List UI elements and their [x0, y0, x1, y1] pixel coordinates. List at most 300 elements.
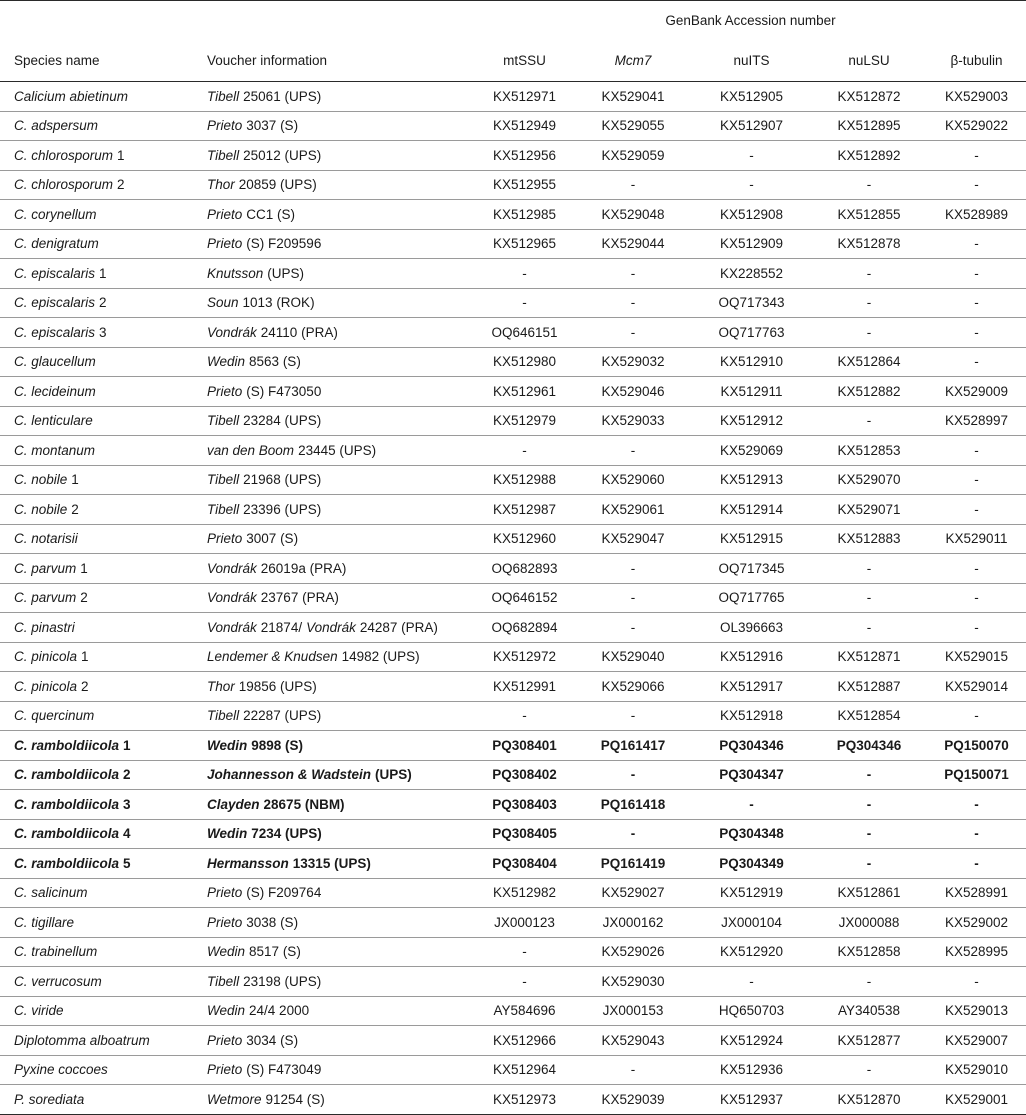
voucher-cell: [193, 377, 475, 407]
species-name-italic: C. ramboldiicola: [14, 855, 120, 871]
voucher-number: 7234 (UPS): [251, 826, 322, 842]
collector-name: Knutsson: [207, 265, 264, 281]
mtssu-cell: -: [522, 442, 527, 458]
voucher-cell: [193, 524, 475, 554]
voucher-cell: [193, 996, 475, 1026]
beta-tubulin-cell: KX529013: [944, 1003, 1009, 1019]
voucher-number: 23284 (UPS): [243, 413, 322, 429]
species-name-italic: C. salicinum: [14, 885, 88, 901]
voucher-number: (S) F209596: [246, 236, 322, 252]
mtssu-cell: OQ646152: [491, 590, 558, 606]
species-name-cell: [0, 465, 193, 495]
collector-name: Thor: [207, 177, 235, 193]
species-name-cell: [0, 406, 193, 436]
species-name-italic: C. ramboldiicola: [14, 737, 120, 753]
collector-name: Vondrák: [207, 619, 257, 635]
nulsu-cell: AY340538: [837, 1003, 901, 1019]
table-row: [0, 229, 1026, 259]
mtssu-cell: KX512980: [492, 354, 557, 370]
species-number: 2: [99, 295, 107, 311]
table-row: [0, 554, 1026, 584]
voucher-number: CC1 (S): [246, 206, 296, 222]
mcm7-cell: -: [630, 295, 636, 311]
species-number: 1: [99, 265, 107, 281]
species-name-cell: [0, 554, 193, 584]
table-row: [0, 406, 1026, 436]
mcm7-cell: PQ161418: [600, 796, 666, 812]
species-name-italic: C. episcalaris: [14, 324, 96, 340]
voucher-cell: [193, 790, 475, 820]
table-row: [0, 878, 1026, 908]
species-name-cell: [0, 524, 193, 554]
voucher-number: 3034 (S): [246, 1032, 299, 1048]
species-number: 2: [71, 501, 79, 517]
beta-tubulin-cell: KX529002: [944, 914, 1009, 930]
table-row: [0, 82, 1026, 112]
nulsu-cell: KX512855: [837, 206, 901, 222]
mtssu-cell: -: [522, 265, 527, 281]
voucher-number: 25061 (UPS): [243, 88, 322, 104]
voucher-cell: [193, 229, 475, 259]
beta-tubulin-cell: -: [974, 619, 979, 635]
mcm7-cell: KX529055: [601, 118, 665, 134]
nulsu-cell: KX529070: [837, 472, 901, 488]
voucher-cell: [193, 701, 475, 731]
voucher-number: 21968 (UPS): [243, 472, 322, 488]
species-number: 4: [123, 826, 131, 842]
nuits-cell: KX512911: [720, 383, 783, 399]
collector-name: Wedin: [207, 1003, 246, 1019]
voucher-number: 13315 (UPS): [292, 855, 371, 871]
voucher-cell: [193, 672, 475, 702]
species-name-italic: C. verrucosum: [14, 973, 102, 989]
species-name-cell: [0, 583, 193, 613]
collector-name: Prieto: [207, 885, 243, 901]
mcm7-cell: -: [630, 826, 636, 842]
mcm7-cell: KX529043: [601, 1032, 665, 1048]
species-name-cell: [0, 996, 193, 1026]
voucher-cell: [193, 1085, 475, 1115]
mtssu-cell: PQ308403: [492, 796, 557, 812]
header-spacer: [193, 1, 475, 39]
nuits-cell: PQ304348: [719, 826, 784, 842]
species-number: 1: [117, 147, 125, 163]
species-name-cell: [0, 229, 193, 259]
nuits-cell: JX000104: [721, 914, 782, 930]
species-name-cell: [0, 495, 193, 525]
species-name-italic: C. trabinellum: [14, 944, 98, 960]
species-name-cell: [0, 908, 193, 938]
table-row: [0, 583, 1026, 613]
species-name-cell: [0, 259, 193, 289]
beta-tubulin-cell: -: [974, 354, 979, 370]
voucher-number: (UPS): [375, 767, 412, 783]
mtssu-cell: PQ308405: [492, 826, 557, 842]
nulsu-cell: -: [866, 413, 872, 429]
collector-name: van den Boom: [207, 442, 295, 458]
table-row: [0, 436, 1026, 466]
nuits-cell: KX512905: [719, 88, 784, 104]
mcm7-cell: KX529030: [601, 973, 665, 989]
mtssu-cell: KX512987: [492, 501, 557, 517]
beta-tubulin-cell: KX529007: [944, 1032, 1009, 1048]
mcm7-cell: JX000153: [602, 1003, 664, 1019]
beta-tubulin-cell: KX528997: [944, 413, 1009, 429]
nuits-cell: PQ304349: [719, 855, 784, 871]
nulsu-cell: -: [866, 619, 872, 635]
mcm7-cell: PQ161417: [600, 737, 666, 753]
table-row: [0, 524, 1026, 554]
collector-name-2: Vondrák: [306, 619, 356, 635]
beta-tubulin-cell: KX529011: [945, 531, 1008, 547]
mtssu-cell: KX512972: [492, 649, 557, 665]
voucher-number: (S) F473050: [246, 383, 322, 399]
species-name-italic: C. parvum: [14, 560, 77, 576]
species-name-cell: [0, 170, 193, 200]
species-name-cell: [0, 1085, 193, 1115]
beta-tubulin-cell: KX529003: [944, 88, 1009, 104]
header-species-name: Species name: [14, 52, 100, 68]
species-name-cell: [0, 878, 193, 908]
nuits-cell: KX512937: [719, 1091, 784, 1107]
nulsu-cell: KX512877: [837, 1032, 901, 1048]
nuits-cell: KX512909: [719, 236, 784, 252]
voucher-cell: [193, 82, 475, 112]
species-name-italic: C. adspersum: [14, 118, 99, 134]
species-number: 1: [123, 737, 131, 753]
collector-name: Vondrák: [207, 324, 257, 340]
nulsu-cell: KX512858: [837, 944, 901, 960]
header-nulsu: nuLSU: [848, 52, 890, 68]
nuits-cell: -: [749, 147, 754, 163]
beta-tubulin-cell: -: [974, 708, 979, 724]
species-name-italic: C. denigratum: [14, 236, 99, 252]
nulsu-cell: -: [866, 973, 872, 989]
nulsu-cell: KX512864: [837, 354, 901, 370]
beta-tubulin-cell: KX529001: [944, 1091, 1009, 1107]
table-row: [0, 377, 1026, 407]
nulsu-cell: -: [866, 295, 872, 311]
collector-name: Tibell: [207, 88, 240, 104]
nuits-cell: OQ717343: [718, 295, 785, 311]
collector-name: Lendemer & Knudsen: [207, 649, 338, 665]
table-row: [0, 760, 1026, 790]
species-name-cell: [0, 288, 193, 318]
beta-tubulin-cell: KX529014: [944, 678, 1009, 694]
species-name-cell: [0, 200, 193, 230]
mcm7-cell: KX529041: [601, 88, 665, 104]
nuits-cell: KX512908: [719, 206, 784, 222]
table-row: [0, 908, 1026, 938]
header-mtssu: mtSSU: [503, 52, 546, 68]
mcm7-cell: KX529060: [601, 472, 665, 488]
voucher-cell: [193, 819, 475, 849]
collector-name: Prieto: [207, 118, 243, 134]
table-row: [0, 790, 1026, 820]
mcm7-cell: KX529047: [601, 531, 665, 547]
mtssu-cell: OQ646151: [491, 324, 558, 340]
mtssu-cell: KX512971: [492, 88, 557, 104]
mtssu-cell: OQ682894: [491, 619, 558, 635]
collector-name: Tibell: [207, 472, 240, 488]
voucher-cell: [193, 554, 475, 584]
nulsu-cell: KX512872: [837, 88, 901, 104]
voucher-cell: [193, 613, 475, 643]
mtssu-cell: KX512961: [492, 383, 557, 399]
collector-name: Hermansson: [207, 855, 289, 871]
mcm7-cell: -: [630, 767, 636, 783]
mtssu-cell: KX512973: [492, 1091, 557, 1107]
mcm7-cell: -: [630, 708, 636, 724]
collector-name: Prieto: [207, 531, 243, 547]
beta-tubulin-cell: KX529010: [944, 1062, 1009, 1078]
species-name-italic: C. glaucellum: [14, 354, 96, 370]
voucher-number: (S) F473049: [246, 1062, 322, 1078]
table-row: [0, 967, 1026, 997]
collector-name: Tibell: [207, 413, 240, 429]
voucher-cell: [193, 760, 475, 790]
collector-name: Prieto: [207, 1032, 243, 1048]
header-beta-tubulin: β-tubulin: [950, 52, 1003, 68]
species-name-cell: [0, 1055, 193, 1085]
header-voucher-information: Voucher information: [207, 52, 328, 68]
species-name-cell: [0, 141, 193, 171]
nulsu-cell: -: [866, 855, 872, 871]
collector-name: Vondrák: [207, 560, 257, 576]
collector-name: Tibell: [207, 708, 240, 724]
beta-tubulin-cell: PQ150071: [944, 767, 1009, 783]
table-row: [0, 613, 1026, 643]
nuits-cell: OL396663: [719, 619, 784, 635]
nulsu-cell: -: [866, 324, 872, 340]
mtssu-cell: KX512949: [492, 118, 557, 134]
mcm7-cell: KX529027: [601, 885, 665, 901]
species-name-italic: C. corynellum: [14, 206, 97, 222]
collector-name: Johannesson & Wadstein: [207, 767, 372, 783]
collector-name: Prieto: [207, 206, 243, 222]
nulsu-cell: KX512895: [837, 118, 901, 134]
nulsu-cell: KX512883: [837, 531, 901, 547]
species-name-italic: C. quercinum: [14, 708, 95, 724]
nulsu-cell: KX512870: [837, 1091, 901, 1107]
species-name-cell: [0, 377, 193, 407]
species-name-italic: P. sorediata: [14, 1091, 85, 1107]
voucher-cell: [193, 318, 475, 348]
mtssu-cell: JX000123: [494, 914, 555, 930]
nulsu-cell: -: [866, 796, 872, 812]
nulsu-cell: KX512882: [837, 383, 901, 399]
voucher-cell: [193, 141, 475, 171]
collector-name: Prieto: [207, 236, 243, 252]
mtssu-cell: PQ308401: [492, 737, 557, 753]
voucher-cell: [193, 406, 475, 436]
voucher-cell: [193, 1026, 475, 1056]
table-row: [0, 465, 1026, 495]
beta-tubulin-cell: -: [974, 265, 979, 281]
species-name-cell: [0, 731, 193, 761]
voucher-number: 28675 (NBM): [263, 796, 345, 812]
mtssu-cell: -: [522, 295, 527, 311]
beta-tubulin-cell: -: [974, 973, 979, 989]
voucher-cell: [193, 259, 475, 289]
genbank-accession-table: [0, 1, 1026, 1115]
table-row: [0, 288, 1026, 318]
mtssu-cell: KX512979: [492, 413, 557, 429]
collector-name: Prieto: [207, 1062, 243, 1078]
table-header: [0, 1, 1026, 82]
species-number: 1: [80, 560, 88, 576]
species-name-italic: C. lecideinum: [14, 383, 96, 399]
mtssu-cell: -: [522, 973, 527, 989]
voucher-cell: [193, 908, 475, 938]
nuits-cell: KX512915: [719, 531, 784, 547]
species-name-cell: [0, 111, 193, 141]
voucher-cell: [193, 347, 475, 377]
mtssu-cell: KX512960: [492, 531, 557, 547]
mcm7-cell: KX529032: [601, 354, 665, 370]
voucher-number: (S) F209764: [246, 885, 322, 901]
collector-name: Tibell: [207, 501, 240, 517]
table-row: [0, 111, 1026, 141]
voucher-number: 22287 (UPS): [243, 708, 322, 724]
header-nuits: nuITS: [733, 52, 770, 68]
mtssu-cell: KX512955: [492, 177, 557, 193]
beta-tubulin-cell: -: [974, 796, 979, 812]
voucher-cell: [193, 436, 475, 466]
nulsu-cell: PQ304346: [836, 737, 902, 753]
mcm7-cell: PQ161419: [600, 855, 666, 871]
nuits-cell: KX512907: [719, 118, 784, 134]
table-body: [0, 82, 1026, 1115]
mcm7-cell: JX000162: [602, 914, 664, 930]
voucher-number: 23396 (UPS): [243, 501, 322, 517]
beta-tubulin-cell: -: [974, 590, 979, 606]
nulsu-cell: KX512878: [837, 236, 901, 252]
voucher-number: 20859 (UPS): [238, 177, 317, 193]
table-row: [0, 937, 1026, 967]
species-number: 3: [99, 324, 107, 340]
species-name-cell: [0, 82, 193, 112]
nuits-cell: -: [749, 973, 754, 989]
collector-name: Prieto: [207, 914, 243, 930]
mcm7-cell: -: [630, 177, 636, 193]
mtssu-cell: AY584696: [493, 1003, 556, 1019]
mtssu-cell: -: [522, 944, 527, 960]
species-number: 2: [117, 177, 125, 193]
nuits-cell: KX512920: [719, 944, 784, 960]
species-name-cell: [0, 790, 193, 820]
nulsu-cell: -: [866, 177, 872, 193]
beta-tubulin-cell: -: [974, 177, 979, 193]
nuits-cell: KX512917: [719, 678, 784, 694]
mcm7-cell: KX529066: [601, 678, 665, 694]
voucher-number: 21874/: [260, 619, 303, 635]
nulsu-cell: -: [866, 590, 872, 606]
species-name-italic: C. pinicola: [14, 678, 78, 694]
collector-name: Wetmore: [207, 1091, 262, 1107]
header-spacer: [0, 1, 193, 39]
nuits-cell: OQ717765: [718, 590, 785, 606]
nulsu-cell: -: [866, 265, 872, 281]
table-row: [0, 672, 1026, 702]
beta-tubulin-cell: -: [974, 295, 979, 311]
table-row: [0, 731, 1026, 761]
mcm7-cell: -: [630, 324, 636, 340]
species-name-italic: C. ramboldiicola: [14, 767, 120, 783]
mcm7-cell: KX529033: [601, 413, 665, 429]
nuits-cell: KX228552: [719, 265, 784, 281]
nulsu-cell: KX512854: [837, 708, 901, 724]
nuits-cell: KX512936: [719, 1062, 784, 1078]
table-row: [0, 996, 1026, 1026]
table-row: [0, 1026, 1026, 1056]
mtssu-cell: KX512956: [492, 147, 557, 163]
species-name-cell: [0, 1026, 193, 1056]
species-number: 5: [123, 855, 131, 871]
voucher-number: 3007 (S): [246, 531, 299, 547]
mcm7-cell: KX529046: [601, 383, 665, 399]
mtssu-cell: -: [522, 708, 527, 724]
voucher-number: 14982 (UPS): [341, 649, 420, 665]
species-name-italic: C. viride: [14, 1003, 64, 1019]
voucher-cell: [193, 200, 475, 230]
table-row: [0, 259, 1026, 289]
nulsu-cell: -: [866, 826, 872, 842]
voucher-cell: [193, 1055, 475, 1085]
nuits-cell: PQ304347: [719, 767, 784, 783]
beta-tubulin-cell: KX529015: [944, 649, 1009, 665]
beta-tubulin-cell: -: [974, 560, 979, 576]
nuits-cell: KX512919: [719, 885, 784, 901]
nuits-cell: KX512918: [719, 708, 784, 724]
voucher-number: 19856 (UPS): [238, 678, 317, 694]
species-name-italic: C. episcalaris: [14, 265, 96, 281]
beta-tubulin-cell: -: [974, 501, 979, 517]
voucher-cell: [193, 583, 475, 613]
mtssu-cell: KX512982: [492, 885, 557, 901]
nulsu-cell: -: [866, 767, 872, 783]
nuits-cell: KX512914: [719, 501, 784, 517]
species-name-cell: [0, 672, 193, 702]
voucher-cell: [193, 937, 475, 967]
nuits-cell: HQ650703: [718, 1003, 785, 1019]
beta-tubulin-cell: -: [974, 324, 979, 340]
voucher-cell: [193, 495, 475, 525]
species-name-italic: C. nobile: [14, 501, 68, 517]
collector-name: Vondrák: [207, 590, 257, 606]
nulsu-cell: KX512861: [837, 885, 901, 901]
nuits-cell: KX512910: [719, 354, 784, 370]
mcm7-cell: KX529040: [601, 649, 665, 665]
mcm7-cell: KX529039: [601, 1091, 665, 1107]
species-name-italic: Diplotomma alboatrum: [14, 1032, 150, 1048]
beta-tubulin-cell: -: [974, 472, 979, 488]
voucher-cell: [193, 465, 475, 495]
nulsu-cell: JX000088: [838, 914, 900, 930]
beta-tubulin-cell: -: [974, 826, 979, 842]
mcm7-cell: KX529059: [601, 147, 665, 163]
voucher-cell: [193, 967, 475, 997]
voucher-number: 8517 (S): [249, 944, 301, 960]
species-name-cell: [0, 849, 193, 879]
species-name-cell: [0, 436, 193, 466]
mcm7-cell: -: [630, 265, 636, 281]
species-name-italic: C. ramboldiicola: [14, 826, 120, 842]
nuits-cell: PQ304346: [719, 737, 784, 753]
table-row: [0, 1055, 1026, 1085]
nuits-cell: KX512924: [719, 1032, 784, 1048]
nulsu-cell: KX512853: [837, 442, 901, 458]
